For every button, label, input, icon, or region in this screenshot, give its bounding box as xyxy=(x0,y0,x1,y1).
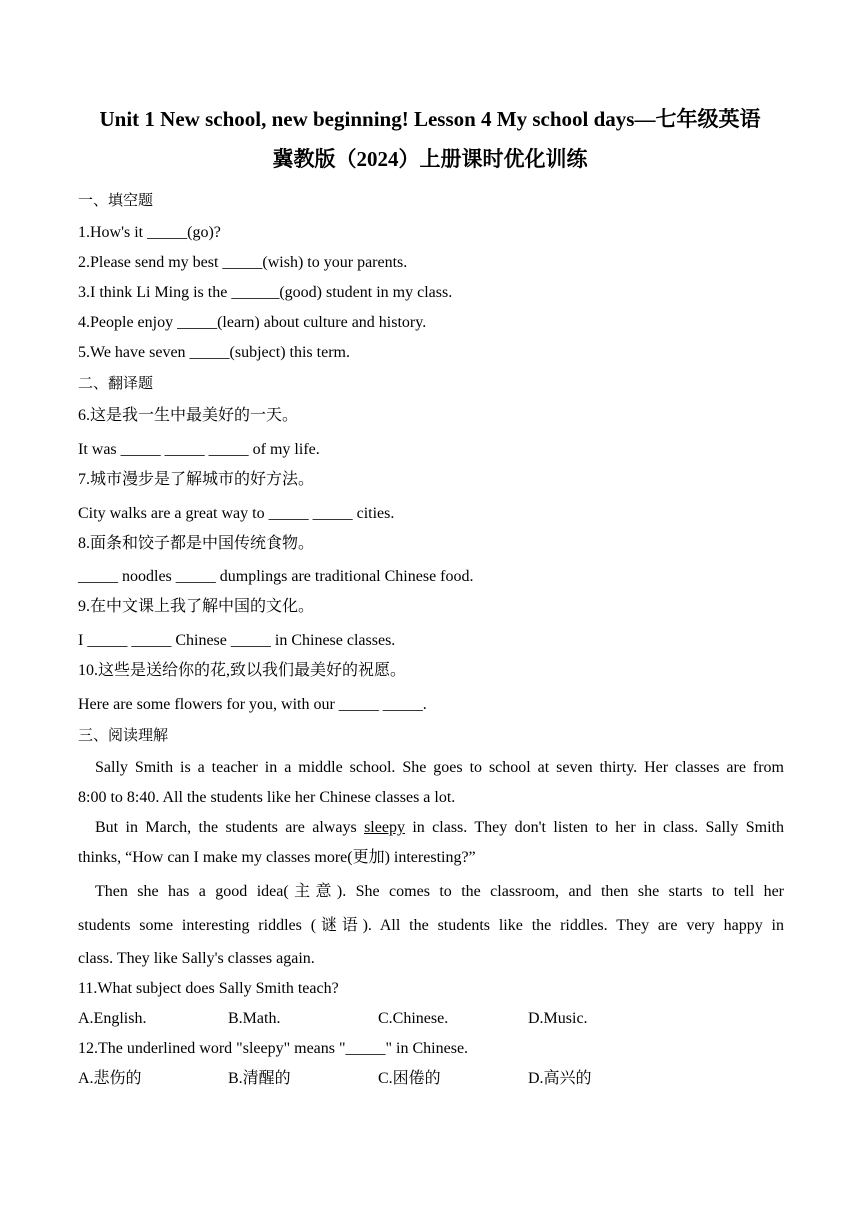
question-11-option-d: D.Music. xyxy=(528,1010,588,1027)
passage-paragraph-3-line-3: class. They like Sally's classes again. xyxy=(78,950,315,967)
passage-paragraph-3-line-1: Then she has a good idea(主意). She comes to the classroom, and then she starts to tell her xyxy=(95,883,784,900)
question-6-chinese: 6.这是我一生中最美好的一天。 xyxy=(78,407,299,424)
question-11-stem: 11.What subject does Sally Smith teach? xyxy=(78,980,339,997)
passage-paragraph-2-line-2: thinks, “How can I make my classes more(更加) interesting?” xyxy=(78,849,476,866)
question-11-option-c: C.Chinese. xyxy=(378,1010,449,1027)
underlined-word-sleepy: sleepy xyxy=(364,819,405,836)
section-heading-translation: 二、翻译题 xyxy=(78,374,154,392)
question-7-chinese: 7.城市漫步是了解城市的好方法。 xyxy=(78,471,315,488)
question-9-english: I _____ _____ Chinese _____ in Chinese classes. xyxy=(78,632,396,649)
document-title-line-1: Unit 1 New school, new beginning! Lesson 4 My school days—七年级英语 xyxy=(99,107,761,131)
passage-paragraph-2-line-1 xyxy=(95,819,784,837)
question-3: 3.I think Li Ming is the ______(good) student in my class. xyxy=(78,284,453,301)
question-8-chinese: 8.面条和饺子都是中国传统食物。 xyxy=(78,535,315,552)
question-2: 2.Please send my best _____(wish) to your parents. xyxy=(78,254,408,271)
question-5: 5.We have seven _____(subject) this term. xyxy=(78,344,350,361)
document-title-line-2: 冀教版（2024）上册课时优化训练 xyxy=(272,147,588,171)
question-6-english: It was _____ _____ _____ of my life. xyxy=(78,441,320,458)
question-11-option-a: A.English. xyxy=(78,1010,147,1027)
question-10-english: Here are some flowers for you, with our _____ _____. xyxy=(78,696,427,713)
question-4: 4.People enjoy _____(learn) about culture and history. xyxy=(78,314,427,331)
question-1: 1.How's it _____(go)? xyxy=(78,224,221,241)
question-11-option-b: B.Math. xyxy=(228,1010,281,1027)
question-8-english: _____ noodles _____ dumplings are traditional Chinese food. xyxy=(78,568,474,585)
question-9-chinese: 9.在中文课上我了解中国的文化。 xyxy=(78,598,315,615)
passage-paragraph-3-line-2: students some interesting riddles (谜语). All the students like the riddles. They are very happy in xyxy=(78,917,784,934)
question-12-option-a: A.悲伤的 xyxy=(78,1070,142,1087)
passage-text: But in March, the students are always xyxy=(95,819,365,836)
question-10-chinese: 10.这些是送给你的花,致以我们最美好的祝愿。 xyxy=(78,662,407,679)
passage-text: in class. They don't listen to her in class. Sally Smith xyxy=(404,819,784,836)
section-heading-reading: 三、阅读理解 xyxy=(78,726,169,744)
question-12-option-c: C.困倦的 xyxy=(378,1070,441,1087)
question-12-stem: 12.The underlined word "sleepy" means "_____" in Chinese. xyxy=(78,1040,469,1057)
section-heading-fill-in: 一、填空题 xyxy=(78,191,154,209)
question-7-english: City walks are a great way to _____ _____ cities. xyxy=(78,505,395,522)
passage-paragraph-1-line-1: Sally Smith is a teacher in a middle school. She goes to school at seven thirty. Her classes are from xyxy=(95,759,784,776)
question-12-option-d: D.高兴的 xyxy=(528,1070,592,1087)
passage-paragraph-1-line-2: 8:00 to 8:40. All the students like her Chinese classes a lot. xyxy=(78,789,456,806)
question-12-option-b: B.清醒的 xyxy=(228,1070,291,1087)
